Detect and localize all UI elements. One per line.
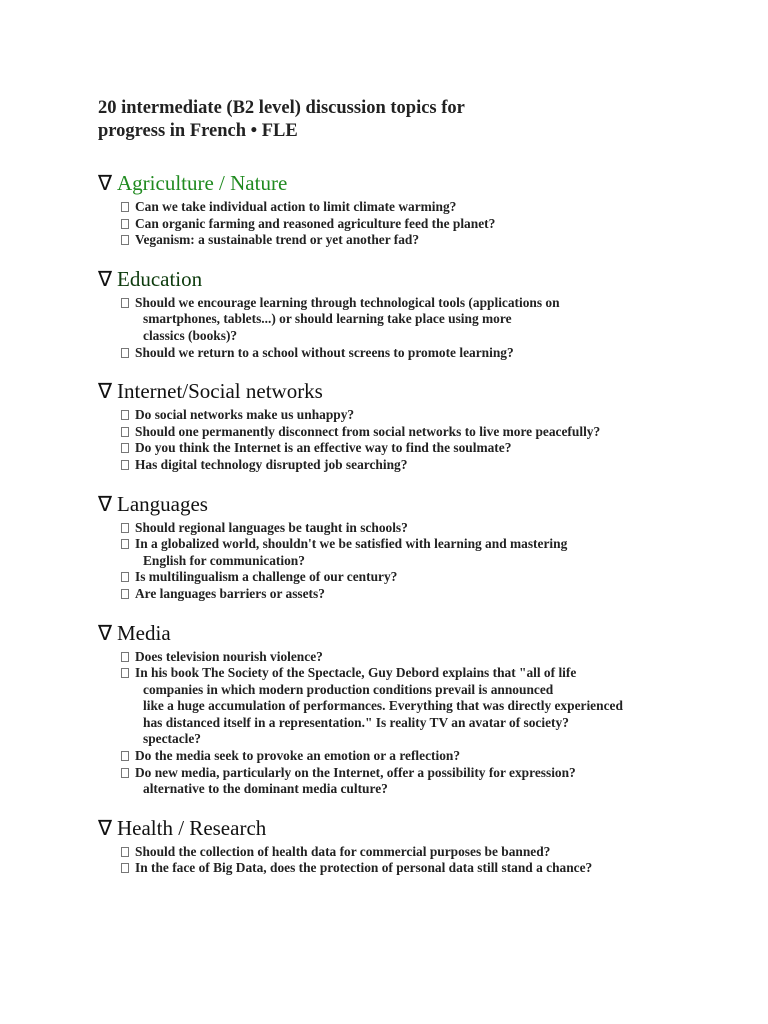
- topic-question-line: In a globalized world, shouldn't we be satisfied with learning and mastering: [135, 536, 568, 552]
- topic-question-text: [135, 665, 718, 748]
- topic-question: [121, 665, 718, 748]
- checkbox-bullet-icon: [121, 298, 129, 308]
- topic-question: [121, 765, 718, 798]
- topic-question: [121, 520, 718, 537]
- topic-question-line: alternative to the dominant media culture?: [143, 781, 388, 797]
- document-title-line: progress in French • FLE: [98, 121, 298, 141]
- section-heading-label: Media: [117, 620, 171, 645]
- topic-list: [98, 844, 718, 877]
- topic-question-text: [135, 765, 718, 798]
- topic-question-text: [135, 649, 718, 666]
- topic-question-line: Can organic farming and reasoned agriculture feed the planet?: [135, 215, 496, 231]
- nabla-icon: ∇: [98, 491, 113, 516]
- topic-question: [121, 748, 718, 765]
- section-heading-label: Health / Research: [117, 815, 267, 840]
- document-title-line: 20 intermediate (B2 level) discussion topics for: [98, 98, 465, 118]
- topic-question: [121, 440, 718, 457]
- section-heading: [98, 816, 718, 840]
- section-heading: [98, 267, 718, 291]
- checkbox-bullet-icon: [121, 863, 129, 873]
- topic-question-text: [135, 232, 718, 249]
- topic-question-text: [135, 844, 718, 861]
- nabla-icon: ∇: [98, 379, 113, 404]
- topic-question-line: companies in which modern production conditions prevail is announced: [143, 681, 554, 697]
- topic-question: [121, 407, 718, 424]
- topic-question-line: In the face of Big Data, does the protection of personal data still stand a chance?: [135, 860, 593, 876]
- topic-question-line: Has digital technology disrupted job searching?: [135, 456, 408, 472]
- topic-list: [98, 407, 718, 473]
- nabla-icon: ∇: [98, 266, 113, 291]
- nabla-icon: ∇: [98, 815, 113, 840]
- topic-question: [121, 457, 718, 474]
- topic-question-line: Can we take individual action to limit climate warming?: [135, 199, 457, 214]
- checkbox-bullet-icon: [121, 668, 129, 678]
- topic-question: [121, 199, 718, 216]
- topic-question: [121, 536, 718, 569]
- section-heading: [98, 621, 718, 645]
- document-title: [98, 97, 718, 143]
- topic-question-text: [135, 216, 718, 233]
- topic-question-line: Should one permanently disconnect from social networks to live more peacefully?: [135, 423, 601, 439]
- topic-question-line: In his book The Society of the Spectacle, Guy Debord explains that "all of life: [135, 665, 577, 681]
- topic-question-text: [135, 748, 718, 765]
- topic-section: [98, 379, 718, 473]
- topic-question-text: [135, 569, 718, 586]
- topic-question-line: smartphones, tablets...) or should learning take place using more: [143, 311, 512, 327]
- checkbox-bullet-icon: [121, 751, 129, 761]
- topic-question: [121, 232, 718, 249]
- topic-list: [98, 199, 718, 249]
- section-heading: [98, 379, 718, 403]
- topic-question-text: [135, 424, 718, 441]
- topic-question-line: Do you think the Internet is an effective way to find the soulmate?: [135, 440, 512, 456]
- nabla-icon: ∇: [98, 620, 113, 645]
- topic-question-text: [135, 440, 718, 457]
- document-page: [98, 97, 718, 877]
- topic-list: [98, 295, 718, 361]
- topic-question: [121, 345, 718, 362]
- topic-list: [98, 649, 718, 798]
- topic-question: [121, 649, 718, 666]
- topic-question-line: Do new media, particularly on the Internet, offer a possibility for expression?: [135, 764, 576, 780]
- topic-question: [121, 586, 718, 603]
- topic-question-line: Should regional languages be taught in schools?: [135, 519, 408, 535]
- section-heading-label: Education: [117, 266, 203, 291]
- section-heading: [98, 171, 718, 195]
- topic-list: [98, 520, 718, 603]
- section-heading: [98, 492, 718, 516]
- topic-question: [121, 844, 718, 861]
- checkbox-bullet-icon: [121, 202, 129, 212]
- topic-section: [98, 267, 718, 361]
- topic-question-line: Do social networks make us unhappy?: [135, 407, 355, 423]
- checkbox-bullet-icon: [121, 847, 129, 857]
- topic-question-text: [135, 407, 718, 424]
- checkbox-bullet-icon: [121, 572, 129, 582]
- topic-question: [121, 860, 718, 877]
- topic-question-line: classics (books)?: [143, 327, 238, 343]
- topic-question-text: [135, 586, 718, 603]
- topic-question-text: [135, 199, 718, 216]
- sections-container: [98, 171, 718, 877]
- topic-question-line: has distanced itself in a representation." Is reality TV an avatar of society?: [143, 714, 569, 730]
- section-heading-label: Agriculture / Nature: [117, 171, 288, 195]
- topic-section: [98, 621, 718, 798]
- checkbox-bullet-icon: [121, 589, 129, 599]
- checkbox-bullet-icon: [121, 427, 129, 437]
- topic-question-text: [135, 295, 718, 345]
- topic-question: [121, 424, 718, 441]
- topic-section: [98, 492, 718, 603]
- checkbox-bullet-icon: [121, 652, 129, 662]
- checkbox-bullet-icon: [121, 235, 129, 245]
- topic-question-line: English for communication?: [143, 552, 305, 568]
- topic-question-text: [135, 457, 718, 474]
- nabla-icon: ∇: [98, 171, 113, 195]
- topic-question-text: [135, 520, 718, 537]
- topic-question-text: [135, 860, 718, 877]
- topic-question-line: Is multilingualism a challenge of our century?: [135, 569, 398, 585]
- topic-question-line: spectacle?: [143, 731, 202, 747]
- topic-question-line: Should the collection of health data for commercial purposes be banned?: [135, 843, 551, 859]
- topic-question-line: Should we encourage learning through technological tools (applications on: [135, 294, 560, 310]
- checkbox-bullet-icon: [121, 768, 129, 778]
- checkbox-bullet-icon: [121, 219, 129, 229]
- checkbox-bullet-icon: [121, 348, 129, 358]
- topic-question-line: like a huge accumulation of performances. Everything that was directly experienced: [143, 698, 623, 714]
- topic-question-line: Do the media seek to provoke an emotion or a reflection?: [135, 748, 461, 764]
- section-heading-label: Languages: [117, 491, 208, 516]
- topic-section: [98, 171, 718, 249]
- topic-question-line: Does television nourish violence?: [135, 648, 323, 664]
- topic-question: [121, 295, 718, 345]
- topic-question-text: [135, 536, 718, 569]
- topic-question-line: Should we return to a school without screens to promote learning?: [135, 344, 514, 360]
- topic-question-text: [135, 345, 718, 362]
- topic-question-line: Are languages barriers or assets?: [135, 585, 325, 601]
- topic-question: [121, 569, 718, 586]
- checkbox-bullet-icon: [121, 460, 129, 470]
- topic-question: [121, 216, 718, 233]
- section-heading-label: Internet/Social networks: [117, 379, 323, 404]
- checkbox-bullet-icon: [121, 443, 129, 453]
- checkbox-bullet-icon: [121, 523, 129, 533]
- checkbox-bullet-icon: [121, 539, 129, 549]
- checkbox-bullet-icon: [121, 410, 129, 420]
- topic-question-line: Veganism: a sustainable trend or yet another fad?: [135, 232, 420, 248]
- topic-section: [98, 816, 718, 877]
